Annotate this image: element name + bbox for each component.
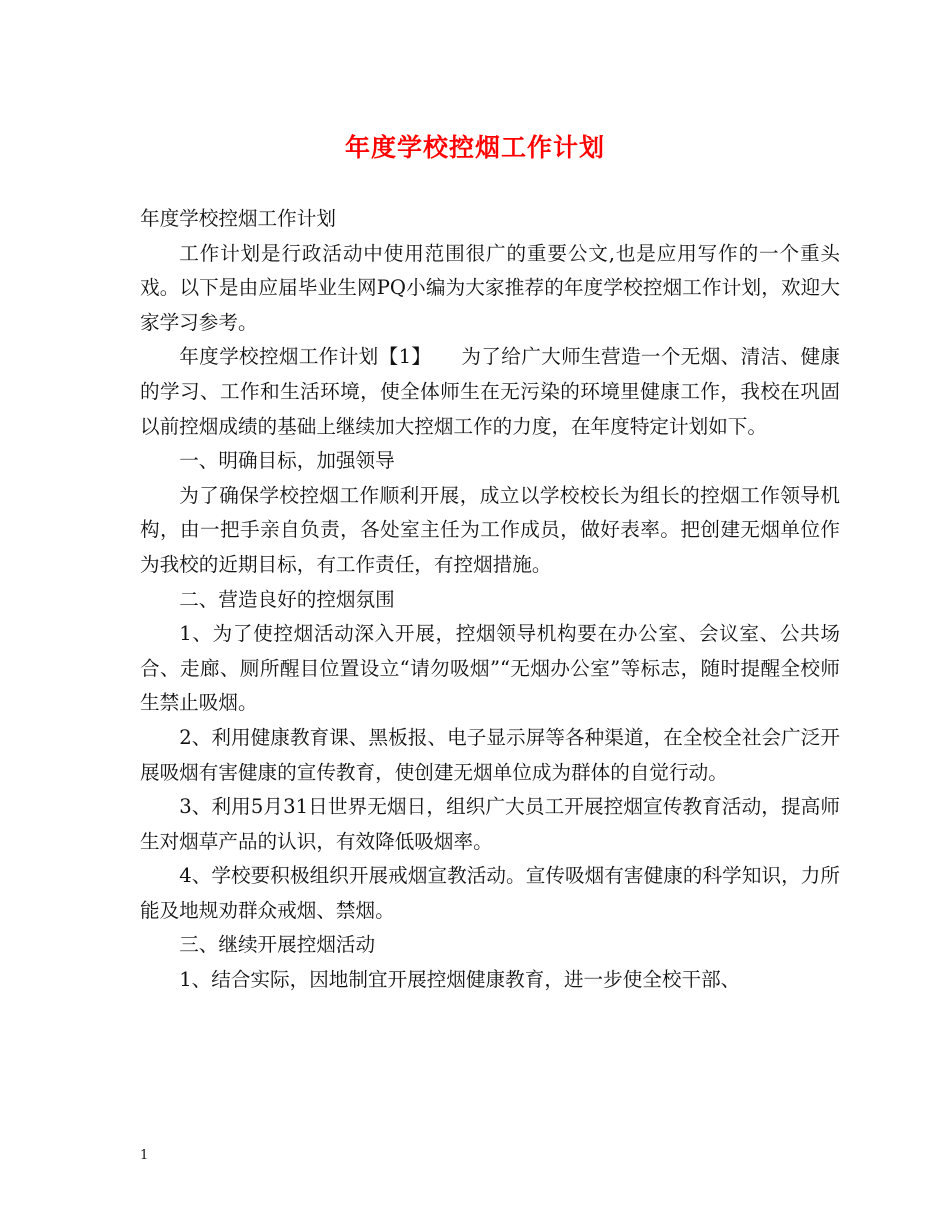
paragraph-plan-overview: 年度学校控烟工作计划【1】 为了给广大师生营造一个无烟、清洁、健康的学习、工作和生活环境，使全体师生在无污染的环境里健康工作，我校在巩固以前控烟成绩的基础上继续加大控烟工作的力度，在年度特定计划如下。 (140, 345, 840, 438)
paragraph-section-1: 为了确保学校控烟工作顺利开展，成立以学校校长为组长的控烟工作领导机构，由一把手亲自负责，各处室主任为工作成员，做好表率。把创建无烟单位作为我校的近期目标，有工作责任，有控烟措施。 (140, 483, 840, 576)
paragraph-item-2-1: 1、为了使控烟活动深入开展，控烟领导机构要在办公室、会议室、公共场合、走廊、厕所醒目位置设立“请勿吸烟”“无烟办公室”等标志，随时提醒全校师生禁止吸烟。 (140, 622, 840, 715)
document-body (140, 202, 840, 998)
document-title: 年度学校控烟工作计划 (344, 133, 605, 162)
section-heading-2: 二、营造良好的控烟氛围 (179, 587, 395, 611)
paragraph-subtitle: 年度学校控烟工作计划 (140, 207, 336, 230)
paragraph-item-2-3: 3、利用5月31日世界无烟日，组织广大员工开展控烟宣传教育活动，提高师生对烟草产品的认识，有效降低吸烟率。 (140, 795, 840, 853)
section-heading-3: 三、继续开展控烟活动 (179, 933, 376, 957)
paragraph-item-2-4: 4、学校要积极组织开展戒烟宣教活动。宣传吸烟有害健康的科学知识，力所能及地规劝群众戒烟、禁烟。 (140, 864, 840, 922)
paragraph-item-3-1: 1、结合实际，因地制宜开展控烟健康教育，进一步使全校干部、 (179, 968, 741, 992)
paragraph-intro: 工作计划是行政活动中使用范围很广的重要公文,也是应用写作的一个重头戏。以下是由应届毕业生网PQ小编为大家推荐的年度学校控烟工作计划，欢迎大家学习参考。 (140, 241, 840, 334)
section-heading-1: 一、明确目标，加强领导 (179, 449, 395, 473)
paragraph-item-2-2: 2、利用健康教育课、黑板报、电子显示屏等各种渠道，在全校全社会广泛开展吸烟有害健康的宣传教育，使创建无烟单位成为群体的自觉行动。 (140, 725, 840, 784)
page-number: 1 (140, 1148, 149, 1163)
